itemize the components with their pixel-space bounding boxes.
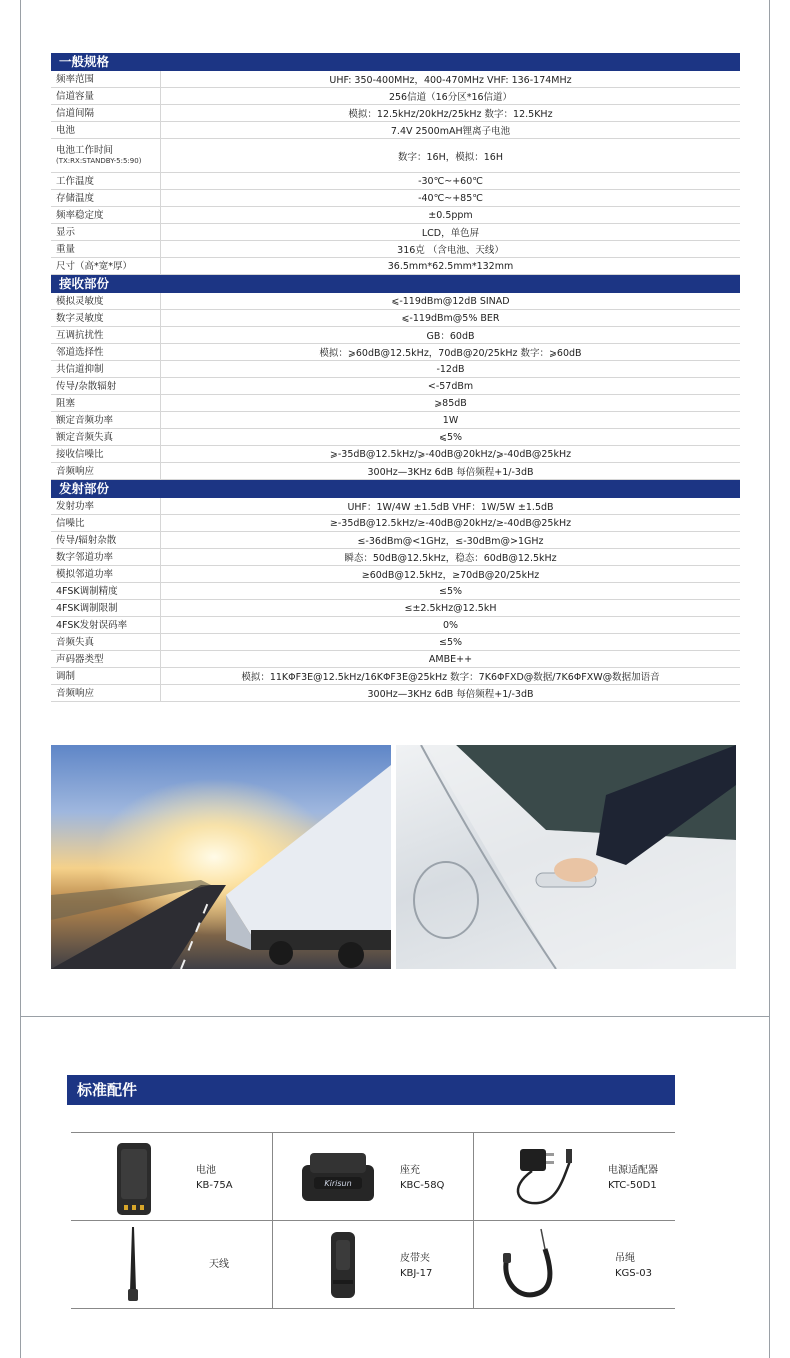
spec-key: 传导/辐射杂散 <box>56 534 117 546</box>
spec-key-cell <box>51 583 161 599</box>
truck-illustration <box>51 745 391 969</box>
accessory-name: 天线 <box>209 1259 229 1270</box>
spec-row <box>51 446 740 463</box>
accessory-lanyard <box>473 1221 674 1308</box>
receive-spec-header: 接收部份 <box>51 275 740 293</box>
spec-table <box>51 53 740 702</box>
spec-key-cell <box>51 549 161 565</box>
accessories-title: 标准配件 <box>67 1075 675 1105</box>
accessory-name: 吊绳 <box>615 1253 635 1264</box>
spec-key: 模拟灵敏度 <box>56 295 104 307</box>
spec-row <box>51 600 740 617</box>
spec-value: 瞬态：50dB@12.5kHz，稳态：60dB@12.5kHz <box>344 553 557 564</box>
spec-key: 数字灵敏度 <box>56 312 104 324</box>
spec-key: 信道间隔 <box>56 107 95 119</box>
spec-value: ⩾-35dB@12.5kHz/⩾-40dB@20kHz/⩾-40dB@25kHz <box>329 448 572 460</box>
spec-value: -30℃~+60℃ <box>418 175 483 187</box>
spec-row <box>51 344 740 361</box>
accessory-name: 皮带夹 <box>400 1253 430 1264</box>
spec-value: 256信道（16分区*16信道） <box>388 92 513 103</box>
spec-key-cell <box>51 651 161 667</box>
spec-row <box>51 293 740 310</box>
spec-row <box>51 378 740 395</box>
spec-key-cell <box>51 617 161 633</box>
spec-value: <-57dBm <box>427 380 474 392</box>
spec-key-cell <box>51 566 161 582</box>
general-spec-header: 一般规格 <box>51 53 740 71</box>
car-door-photo <box>396 745 736 969</box>
spec-value: -40℃~+85℃ <box>418 192 483 204</box>
accessories-grid <box>71 1132 675 1309</box>
spec-key-cell <box>51 446 161 462</box>
truck-road-photo <box>51 745 391 969</box>
spec-key-cell <box>51 412 161 428</box>
spec-key: 额定音频失真 <box>56 431 114 443</box>
spec-key: 存储温度 <box>56 192 95 204</box>
spec-key: 数字邻道功率 <box>56 551 114 563</box>
spec-key-cell <box>51 378 161 394</box>
transmit-spec-header: 发射部份 <box>51 480 740 498</box>
spec-value: 7.4V 2500mAH锂离子电池 <box>390 126 511 137</box>
spec-row <box>51 258 740 275</box>
spec-row <box>51 532 740 549</box>
spec-key-cell <box>51 463 161 479</box>
spec-key: 重量 <box>56 243 76 255</box>
spec-key: 音频响应 <box>56 687 95 699</box>
spec-key: 阻塞 <box>56 397 76 409</box>
spec-value: -12dB <box>436 363 465 375</box>
spec-value: ⩽-119dBm@12dB SINAD <box>391 295 510 307</box>
spec-row <box>51 88 740 105</box>
spec-row <box>51 122 740 139</box>
spec-key-cell <box>51 498 161 514</box>
spec-row <box>51 173 740 190</box>
spec-key-cell <box>51 429 161 445</box>
spec-row <box>51 498 740 515</box>
spec-key-cell <box>51 293 161 309</box>
spec-key-cell <box>51 190 161 206</box>
spec-row <box>51 224 740 241</box>
spec-key-cell <box>51 685 161 701</box>
spec-key: 显示 <box>56 226 76 238</box>
spec-key: 额定音频功率 <box>56 414 114 426</box>
spec-key: 4FSK调制精度 <box>56 585 118 597</box>
spec-key-cell <box>51 88 161 104</box>
spec-row <box>51 241 740 258</box>
lanyard-icon <box>499 1227 565 1303</box>
belt-clip-icon <box>327 1230 359 1300</box>
accessory-model: KB-75A <box>196 1180 233 1191</box>
spec-key: 模拟邻道功率 <box>56 568 114 580</box>
spec-value: ≤5% <box>438 585 463 597</box>
antenna-icon <box>123 1225 143 1305</box>
spec-key-cell <box>51 532 161 548</box>
spec-row <box>51 617 740 634</box>
car-illustration <box>396 745 736 969</box>
spec-key: 信噪比 <box>56 517 85 529</box>
spec-row <box>51 207 740 224</box>
adapter-icon <box>498 1143 578 1213</box>
frame-right-line <box>769 0 770 1016</box>
spec-row <box>51 395 740 412</box>
spec-key: 尺寸（高*宽*厚） <box>56 260 133 272</box>
spec-value: 模拟：⩾60dB@12.5kHz，70dB@20/25kHz 数字：⩾60dB <box>319 348 582 359</box>
spec-key-cell <box>51 344 161 360</box>
spec-key-cell <box>51 139 161 172</box>
charger-icon <box>300 1151 376 1203</box>
spec-key-cell <box>51 515 161 531</box>
spec-key: 声码器类型 <box>56 653 104 665</box>
frame-right-line-lower <box>769 1016 770 1358</box>
spec-key-cell <box>51 122 161 138</box>
spec-value: ±0.5ppm <box>428 209 473 221</box>
spec-value: 316克 （含电池、天线） <box>397 245 504 256</box>
spec-key: 信道容量 <box>56 90 95 102</box>
spec-key: 传导/杂散辐射 <box>56 380 117 392</box>
spec-value: ⩽-119dBm@5% BER <box>401 312 500 324</box>
spec-key: 接收信噪比 <box>56 448 104 460</box>
spec-value: 0% <box>442 619 459 631</box>
spec-row <box>51 429 740 446</box>
spec-key: 共信道抑制 <box>56 363 104 375</box>
spec-key: 频率范围 <box>56 73 95 85</box>
spec-value: ⩾85dB <box>434 397 467 409</box>
spec-value: 模拟：12.5kHz/20kHz/25kHz 数字：12.5KHz <box>348 109 553 120</box>
spec-row <box>51 685 740 702</box>
spec-row <box>51 515 740 532</box>
spec-key-cell <box>51 600 161 616</box>
spec-row <box>51 412 740 429</box>
accessory-antenna <box>71 1221 272 1308</box>
spec-key: 电池工作时间 <box>56 144 114 156</box>
spec-key-cell <box>51 327 161 343</box>
spec-key-cell <box>51 207 161 223</box>
accessory-battery <box>71 1133 272 1220</box>
spec-value: ≥-35dB@12.5kHz/≥-40dB@20kHz/≥-40dB@25kHz <box>329 517 572 529</box>
charger-logo: Kirisun <box>324 1179 352 1188</box>
spec-key-cell <box>51 71 161 87</box>
accessory-model: KBJ-17 <box>400 1268 433 1279</box>
accessory-name: 电池 <box>196 1165 216 1176</box>
spec-key-cell <box>51 173 161 189</box>
spec-key: 4FSK发射误码率 <box>56 619 128 631</box>
spec-key: 电池 <box>56 124 76 136</box>
spec-value: 1W <box>442 414 459 426</box>
spec-key-cell <box>51 224 161 240</box>
spec-key: 音频响应 <box>56 465 95 477</box>
spec-key-note: (TX:RX:STANDBY-5:5:90) <box>56 156 142 165</box>
spec-row <box>51 634 740 651</box>
spec-value: ≤5% <box>438 636 463 648</box>
accessory-adapter <box>473 1133 674 1220</box>
spec-key: 频率稳定度 <box>56 209 104 221</box>
spec-row <box>51 105 740 122</box>
frame-left-line-lower <box>20 1016 21 1358</box>
spec-key-cell <box>51 105 161 121</box>
frame-left-line <box>20 0 21 1016</box>
spec-row <box>51 549 740 566</box>
accessory-model: KGS-03 <box>615 1268 652 1279</box>
spec-key-cell <box>51 310 161 326</box>
spec-value: GB：60dB <box>426 331 475 342</box>
spec-key-cell <box>51 668 161 684</box>
spec-value: 模拟：11KΦF3E@12.5kHz/16KΦF3E@25kHz 数字：7K6ΦFXD@数据/7K6ΦFXW@数据加语音 <box>241 672 660 683</box>
spec-value: UHF: 350-400MHz，400-470MHz VHF: 136-174MHz <box>329 75 572 86</box>
spec-row <box>51 361 740 378</box>
spec-value: UHF：1W/4W ±1.5dB VHF：1W/5W ±1.5dB <box>347 502 554 513</box>
accessory-name: 电源适配器 <box>608 1165 658 1176</box>
spec-row <box>51 190 740 207</box>
spec-row <box>51 668 740 685</box>
spec-key: 音频失真 <box>56 636 95 648</box>
spec-key: 4FSK调制限制 <box>56 602 118 614</box>
spec-key-cell <box>51 395 161 411</box>
spec-value: 300Hz—3KHz 6dB 每倍频程+1/-3dB <box>367 689 534 700</box>
spec-value: ≤±2.5kHz@12.5kH <box>404 602 497 614</box>
accessory-name: 座充 <box>400 1165 420 1176</box>
spec-key: 工作温度 <box>56 175 95 187</box>
accessory-charger <box>272 1133 473 1220</box>
spec-key: 发射功率 <box>56 500 95 512</box>
spec-key: 调制 <box>56 670 76 682</box>
spec-row <box>51 566 740 583</box>
spec-key-cell <box>51 258 161 274</box>
spec-row <box>51 327 740 344</box>
accessory-belt-clip <box>272 1221 473 1308</box>
spec-key: 互调抗扰性 <box>56 329 104 341</box>
spec-row <box>51 463 740 480</box>
spec-row <box>51 139 740 173</box>
spec-value: ≥60dB@12.5kHz，≥70dB@20/25kHz <box>361 570 540 581</box>
frame-divider <box>20 1016 770 1017</box>
spec-row <box>51 310 740 327</box>
spec-value: LCD，单色屏 <box>421 228 480 239</box>
spec-row <box>51 583 740 600</box>
accessory-model: KTC-50D1 <box>608 1180 657 1191</box>
accessory-model: KBC-58Q <box>400 1180 445 1191</box>
spec-key-cell <box>51 634 161 650</box>
spec-value: ≤-36dBm@<1GHz，≤-30dBm@>1GHz <box>357 536 544 547</box>
spec-value: 300Hz—3KHz 6dB 每倍频程+1/-3dB <box>367 467 534 478</box>
spec-key: 邻道选择性 <box>56 346 104 358</box>
spec-key-cell <box>51 241 161 257</box>
spec-value: 数字：16H，模拟：16H <box>398 151 503 163</box>
spec-key-cell <box>51 361 161 377</box>
spec-value: 36.5mm*62.5mm*132mm <box>387 260 514 272</box>
spec-value: AMBE++ <box>428 653 473 665</box>
spec-row <box>51 651 740 668</box>
battery-icon <box>114 1141 154 1217</box>
spec-row <box>51 71 740 88</box>
spec-value: ⩽5% <box>438 431 463 443</box>
